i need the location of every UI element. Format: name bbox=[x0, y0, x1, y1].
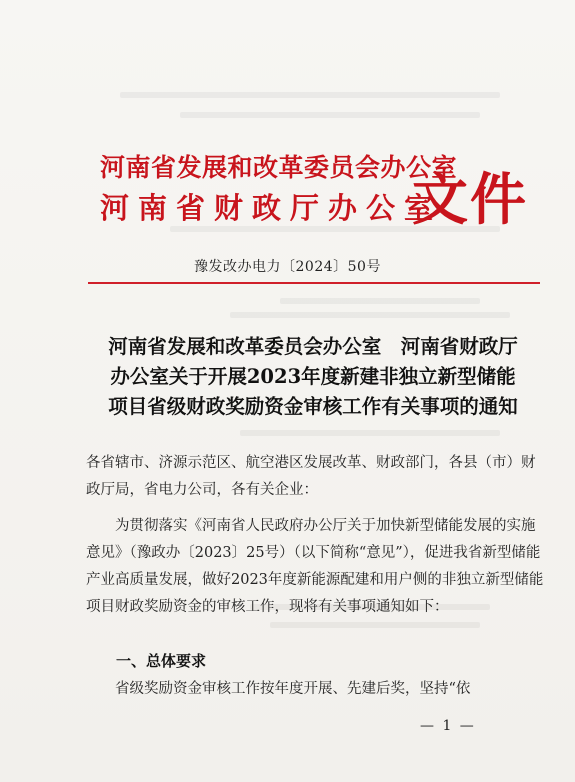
red-divider-line bbox=[88, 282, 540, 284]
recipients-text: 各省辖市、济源示范区、航空港区发展改革、财政部门，各县（市）财政厅局，省电力公司，各有关企业： bbox=[86, 455, 536, 498]
title-line: 办公室关于开展2023年度新建非独立新型储能 bbox=[110, 365, 516, 388]
header-issuer-2: 河南省财政厅办公室 bbox=[100, 191, 443, 225]
body-section bbox=[86, 513, 546, 621]
section-heading: 一、总体要求 bbox=[116, 652, 207, 670]
body-paragraph: 为贯彻落实《河南省人民政府办公厅关于加快新型储能发展的实施意见》（豫政办〔2023〕25号）（以下简称“意见”），促进我省新型储能产业高质量发展，做好2023年度新能源配建和用户侧的非独立新型储能项目财政奖励资金的审核工作，现将有关事项通知如下： bbox=[86, 518, 544, 615]
bleed-through-mark bbox=[180, 112, 480, 118]
bleed-through-mark bbox=[280, 298, 480, 304]
header-issuer-1: 河南省发展和改革委员会办公室 bbox=[100, 153, 458, 182]
bleed-through-mark bbox=[120, 92, 500, 98]
header-document-suffix: 文件 bbox=[412, 167, 528, 233]
bleed-through-mark bbox=[240, 430, 500, 436]
page-number: — 1 — bbox=[420, 718, 476, 734]
document-number: 豫发改办电力〔2024〕50号 bbox=[194, 259, 381, 275]
title-line: 河南省发展和改革委员会办公室 河南省财政厅 bbox=[108, 335, 518, 358]
bleed-through-mark bbox=[270, 622, 480, 628]
document-title bbox=[78, 332, 548, 422]
bleed-through-mark bbox=[230, 312, 510, 318]
body-paragraph-continued: 省级奖励资金审核工作按年度开展、先建后奖，坚持“依 bbox=[115, 681, 471, 697]
title-line: 项目省级财政奖励资金审核工作有关事项的通知 bbox=[108, 395, 518, 418]
red-header bbox=[100, 148, 540, 248]
